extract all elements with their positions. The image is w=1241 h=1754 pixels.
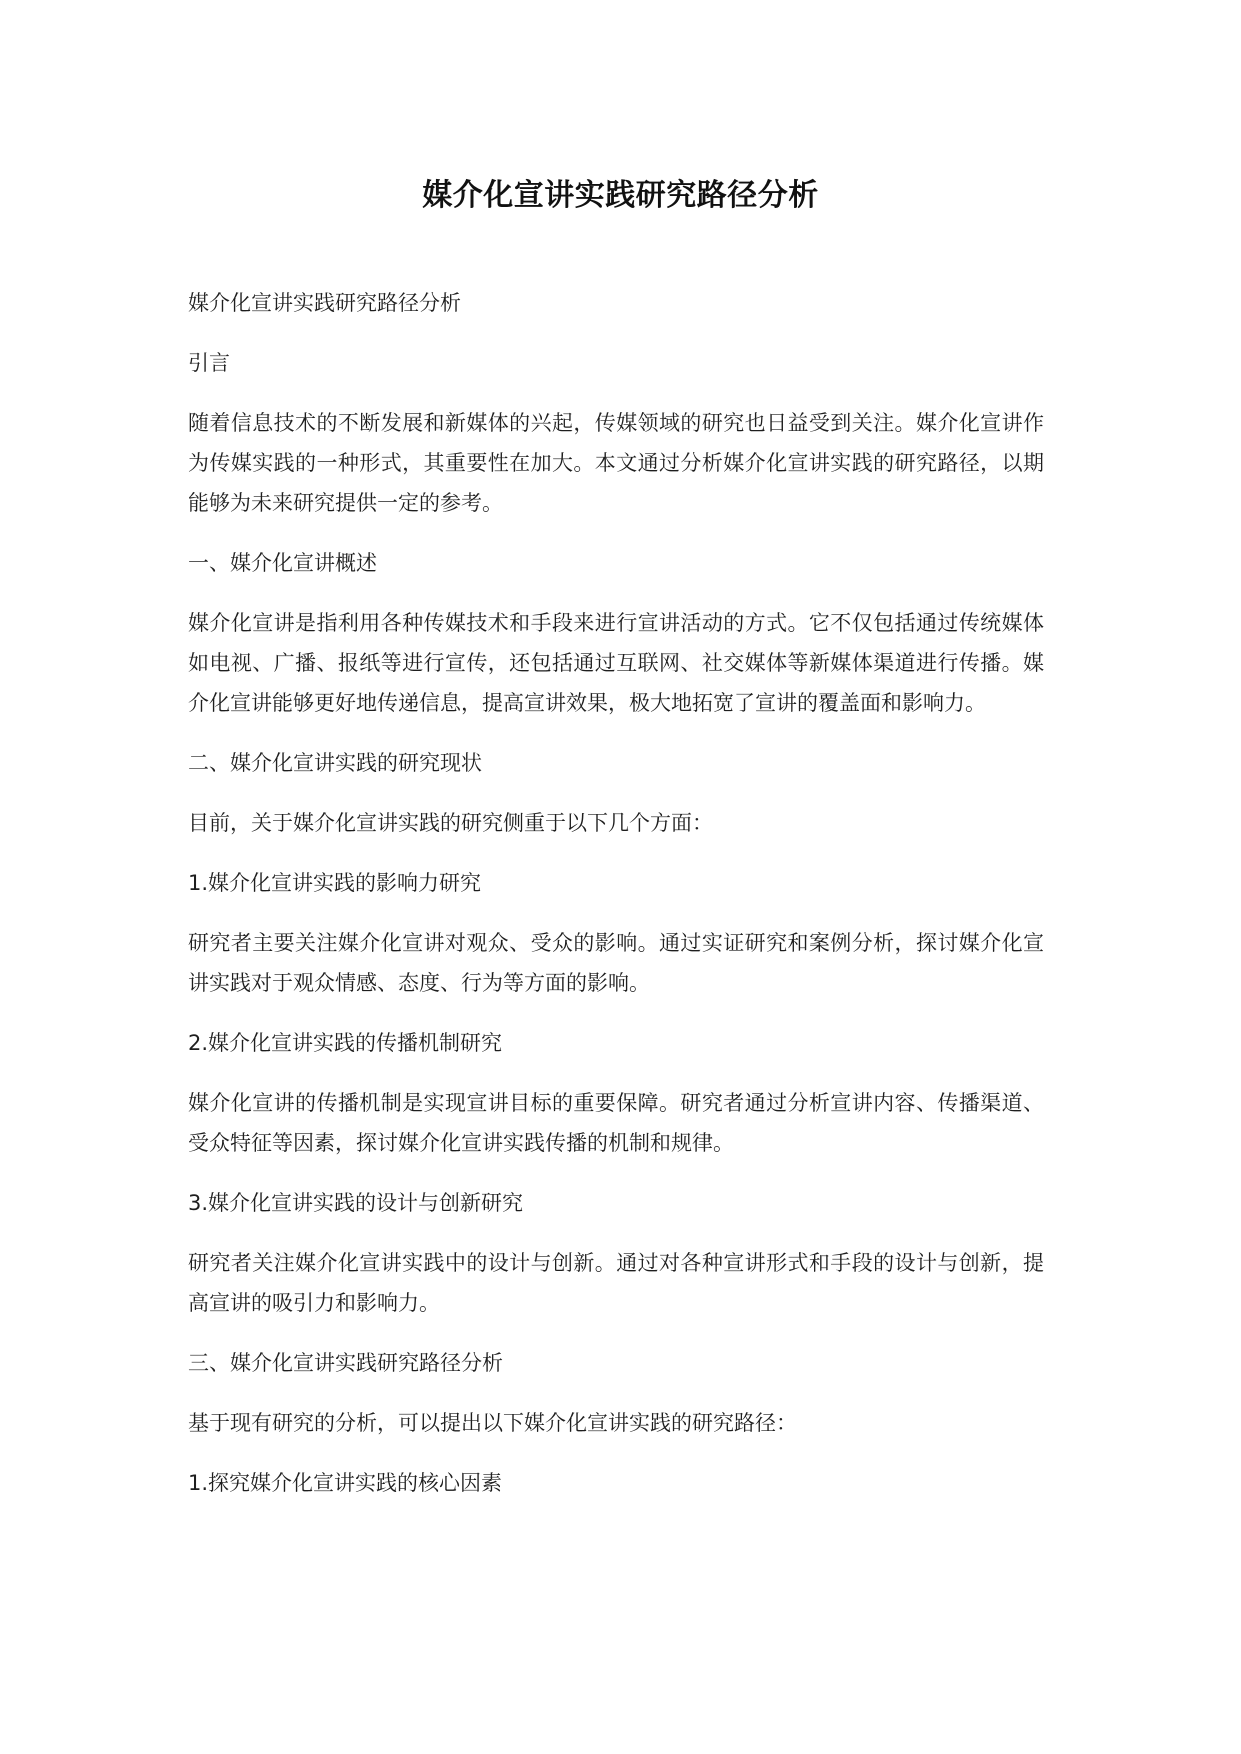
subsection-heading-3-1: 1.探究媒介化宣讲实践的核心因素 xyxy=(188,1471,503,1495)
paragraph-path-intro: 基于现有研究的分析，可以提出以下媒介化宣讲实践的研究路径： xyxy=(188,1411,797,1435)
document-body xyxy=(188,283,1044,1523)
section-heading-2: 二、媒介化宣讲实践的研究现状 xyxy=(188,751,482,775)
section-heading-1: 一、媒介化宣讲概述 xyxy=(188,551,377,575)
subsection-heading-2-1: 1.媒介化宣讲实践的影响力研究 xyxy=(188,871,482,895)
paragraph-design: 研究者关注媒介化宣讲实践中的设计与创新。通过对各种宣讲形式和手段的设计与创新，提高宣讲的吸引力和影响力。 xyxy=(188,1251,1044,1315)
paragraph-overview: 媒介化宣讲是指利用各种传媒技术和手段来进行宣讲活动的方式。它不仅包括通过传统媒体如电视、广播、报纸等进行宣传，还包括通过互联网、社交媒体等新媒体渠道进行传播。媒介化宣讲能够更好地传递信息，提高宣讲效果，极大地拓宽了宣讲的覆盖面和影响力。 xyxy=(188,611,1044,715)
subsection-heading-2-3: 3.媒介化宣讲实践的设计与创新研究 xyxy=(188,1191,524,1215)
paragraph-status-intro: 目前，关于媒介化宣讲实践的研究侧重于以下几个方面： xyxy=(188,811,713,835)
paragraph-subtitle: 媒介化宣讲实践研究路径分析 xyxy=(188,291,461,315)
paragraph-influence: 研究者主要关注媒介化宣讲对观众、受众的影响。通过实证研究和案例分析，探讨媒介化宣讲实践对于观众情感、态度、行为等方面的影响。 xyxy=(188,931,1044,995)
paragraph-intro-text: 随着信息技术的不断发展和新媒体的兴起，传媒领域的研究也日益受到关注。媒介化宣讲作为传媒实践的一种形式，其重要性在加大。本文通过分析媒介化宣讲实践的研究路径，以期能够为未来研究提供一定的参考。 xyxy=(188,411,1044,515)
document-title: 媒介化宣讲实践研究路径分析 xyxy=(422,178,819,213)
subsection-heading-2-2: 2.媒介化宣讲实践的传播机制研究 xyxy=(188,1031,503,1055)
paragraph-mechanism: 媒介化宣讲的传播机制是实现宣讲目标的重要保障。研究者通过分析宣讲内容、传播渠道、受众特征等因素，探讨媒介化宣讲实践传播的机制和规律。 xyxy=(188,1091,1044,1155)
section-heading-3: 三、媒介化宣讲实践研究路径分析 xyxy=(188,1351,503,1375)
paragraph-intro-heading: 引言 xyxy=(188,351,230,375)
